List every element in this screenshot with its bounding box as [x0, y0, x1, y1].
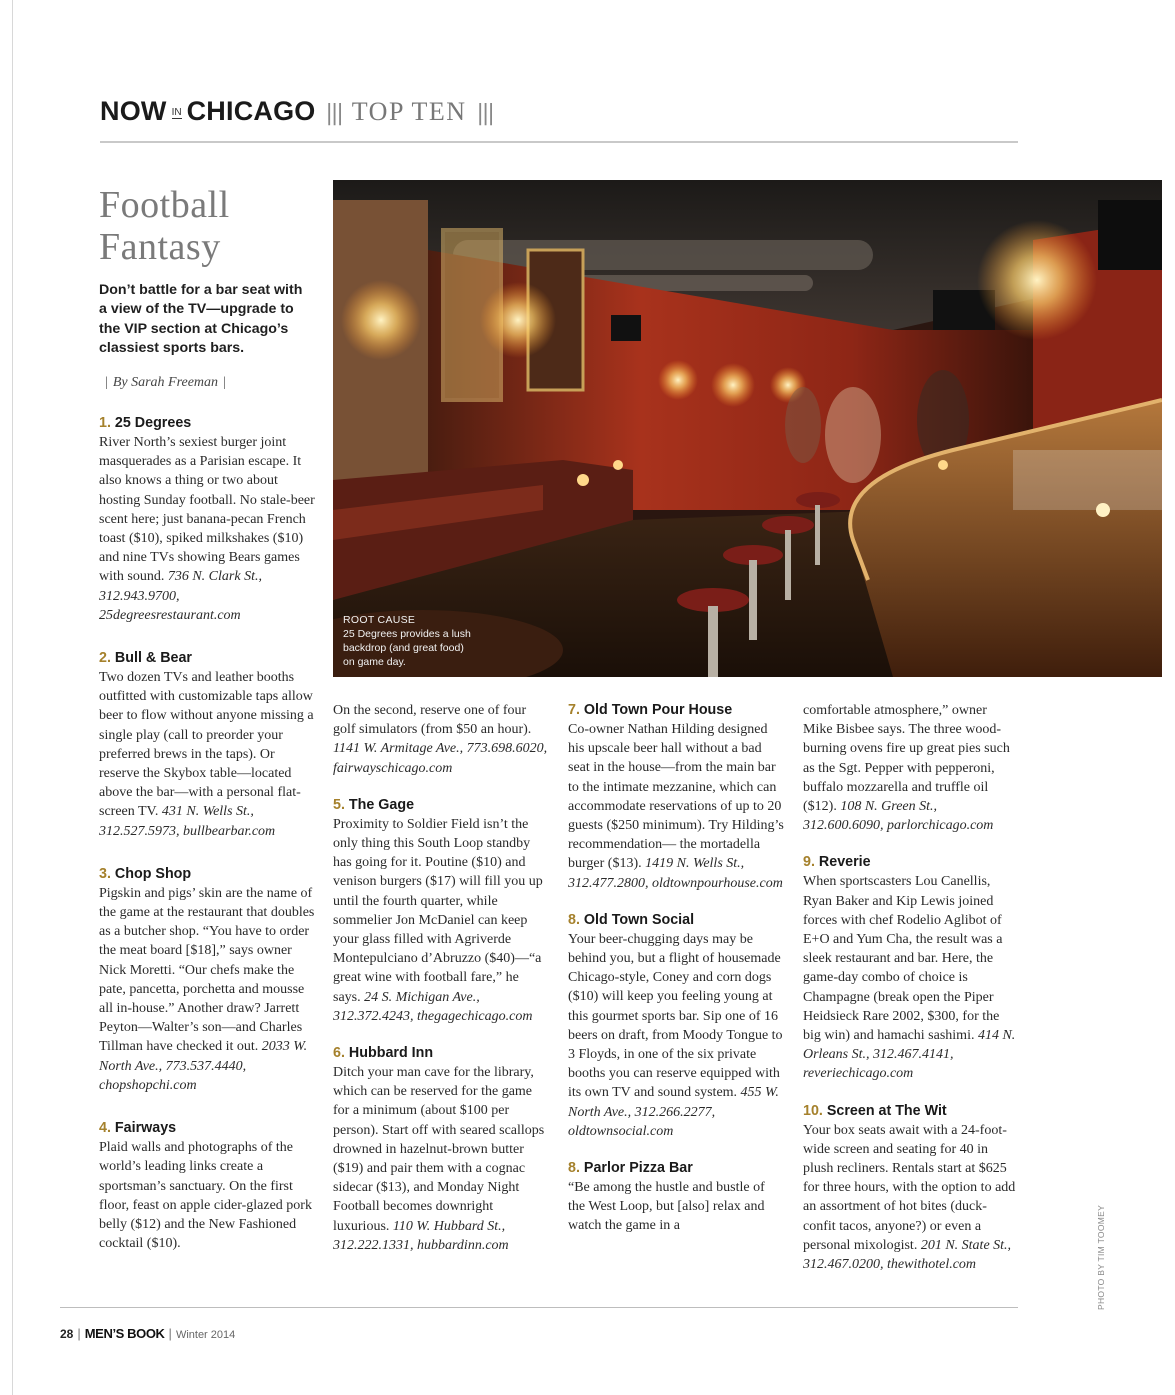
magazine-name: MEN’S BOOK: [84, 1326, 165, 1341]
entry-address: 110 W. Hubbard St., 312.222.1331, hubbardinn.com: [333, 1218, 509, 1253]
byline-pipe-left: |: [105, 375, 108, 390]
page-number: 28: [60, 1327, 74, 1341]
entry-fairways: [99, 1119, 315, 1253]
entry-fairways-continued: [333, 701, 549, 778]
photo-illustration: [333, 180, 1162, 677]
byline-author: By Sarah Freeman: [112, 375, 219, 390]
entry-number: 2.: [99, 650, 111, 667]
entry-heading: [568, 1159, 784, 1178]
entry-body: [568, 720, 784, 893]
entry-text: Ditch your man cave for the library, which can be reserved for the game for a minimum (about $100 per person). Start off with seared scallops drowned in hazelnut-brown butter ($19) and pair them with a cognac sidecar ($13), and Monday Night Football becomes downright luxurious.: [333, 1065, 545, 1234]
entry-address: 455 W. North Ave., 312.266.2277, oldtownsocial.com: [568, 1085, 779, 1139]
entry-number: 5.: [333, 796, 345, 813]
header-divider: |||: [325, 101, 342, 126]
entry-bull-bear: [99, 649, 315, 841]
column-1: [99, 414, 315, 1253]
entry-heading: [568, 911, 784, 930]
entry-25-degrees: [99, 414, 315, 625]
entry-address: 24 S. Michigan Ave., 312.372.4243, thegagechicago.com: [333, 989, 533, 1024]
header-rule: [100, 141, 1018, 143]
entry-heading: [99, 649, 315, 668]
caption-head: ROOT CAUSE: [343, 614, 416, 626]
issue-date: Winter 2014: [175, 1329, 236, 1341]
footer-separator-2: |: [168, 1326, 172, 1341]
entry-address: 2033 W. North Ave., 773.537.4440, chopshopchi.com: [99, 1039, 308, 1093]
entry-text: Two dozen TVs and leather booths outfitted with customizable taps allow beer to flow without anyone missing a single play (call to preorder your preferred brews in the taps). Or reserve the Skybox table—located above the bar—with a personal flat-screen TV.: [99, 670, 314, 820]
entry-address: 414 N. Orleans St., 312.467.4141, reveriechicago.com: [803, 1028, 1016, 1082]
article-title: Football Fantasy: [99, 184, 230, 268]
entry-heading: [333, 1044, 549, 1063]
entry-text: Co-owner Nathan Hilding designed his upscale beer hall without a bad seat in the house—from the main bar to the intimate mezzanine, which can accommodate reservations of up to 20 guests ($250 minimum). Try Hilding’s recommendation— the mortadella burger ($13).: [568, 722, 784, 872]
entry-reverie: [803, 853, 1019, 1083]
entry-address: 108 N. Green St., 312.600.6090, parlorchicago.com: [803, 799, 994, 834]
entry-number: 4.: [99, 1120, 111, 1137]
footer-rule: [60, 1307, 1018, 1308]
section-header: [100, 96, 503, 127]
caption-text: 25 Degrees provides a lush backdrop (and great food) on game day.: [343, 628, 471, 668]
section-in: IN: [171, 107, 182, 118]
entry-name: 25 Degrees: [114, 415, 192, 431]
entry-address: 736 N. Clark St., 312.943.9700, 25degreesrestaurant.com: [99, 569, 262, 623]
entry-name: Old Town Pour House: [583, 702, 733, 718]
entry-number: 10.: [803, 1102, 823, 1119]
entry-name: Screen at The Wit: [826, 1102, 947, 1119]
entry-address: 1419 N. Wells St., 312.477.2800, oldtownpourhouse.com: [568, 856, 783, 891]
column-2: [333, 701, 549, 1255]
entry-text: comfortable atmosphere,” owner Mike Bisbee says. The three wood-burning ovens fire up great pies such as the Sgt. Pepper with pepperoni, buffalo mozzarella and truffle oil ($12).: [803, 703, 1010, 815]
photo-credit: PHOTO BY TIM TOOMEY: [1096, 1204, 1106, 1310]
entry-address: 431 N. Wells St., 312.527.5973, bullbearbar.com: [99, 804, 276, 839]
entry-address: 201 N. State St., 312.467.0200, thewithotel.com: [803, 1237, 1012, 1273]
entry-old-town-pour-house: [568, 701, 784, 893]
entry-body: [99, 433, 315, 625]
entry-heading: [333, 796, 549, 815]
entry-name: Fairways: [114, 1120, 177, 1137]
entry-text: On the second, reserve one of four golf simulators (from $50 an hour).: [333, 703, 532, 738]
entry-screen-at-the-wit: [803, 1102, 1019, 1275]
article-deck: Don’t battle for a bar seat with a view of the TV—upgrade to the VIP section at Chicago’s classiest sports bars.: [99, 282, 303, 357]
entry-heading: [99, 865, 315, 884]
footer-separator: |: [77, 1326, 81, 1341]
entry-number: 8.: [568, 911, 580, 928]
entry-the-gage: [333, 796, 549, 1026]
section-now: NOW: [100, 96, 167, 126]
entry-body: [803, 872, 1019, 1083]
entry-hubbard-inn: [333, 1044, 549, 1255]
series-label: TOP TEN: [351, 97, 467, 126]
entry-body: [803, 1121, 1019, 1275]
entry-chop-shop: [99, 865, 315, 1095]
entry-body: [568, 930, 784, 1141]
entry-body: Plaid walls and photographs of the world’s leading links create a sportsman’s sanctuary. On the first floor, feast on apple cider-glazed pork belly ($12) and the New Fashioned cocktail ($10).: [99, 1140, 312, 1252]
entry-body: [333, 815, 549, 1026]
entry-number: 8.: [568, 1160, 580, 1177]
entry-name: Hubbard Inn: [348, 1045, 434, 1062]
entry-heading: [803, 853, 1019, 872]
byline: [100, 375, 231, 391]
column-3: [568, 701, 784, 1236]
entry-address: 1141 W. Armitage Ave., 773.698.6020, fairwayschicago.com: [333, 741, 548, 776]
entry-name: Bull & Bear: [114, 650, 192, 667]
entry-body: [99, 884, 315, 1095]
section-city: CHICAGO: [186, 96, 316, 126]
entry-body: “Be among the hustle and bustle of the West Loop, but [also] relax and watch the game in a: [568, 1180, 765, 1234]
entry-body: [333, 1063, 549, 1255]
entry-parlor-pizza-bar: [568, 1159, 784, 1236]
entry-body: [333, 701, 549, 778]
photo-caption: [343, 613, 473, 669]
entry-heading: [99, 1119, 315, 1138]
entry-heading: [99, 414, 315, 433]
entry-number: 9.: [803, 854, 815, 871]
entry-number: 6.: [333, 1045, 345, 1062]
entry-name: Chop Shop: [114, 865, 192, 882]
entry-name: Parlor Pizza Bar: [583, 1160, 693, 1177]
entry-text: River North’s sexiest burger joint masquerades as a Parisian escape. It also knows a thing or two about hosting Sunday football. No stale-beer scent here; just banana-pecan French toast ($10), spiked milkshakes ($10) and nine TVs showing Bears games with sound.: [99, 435, 315, 585]
entry-old-town-social: [568, 911, 784, 1141]
bar-interior-photo: [333, 180, 1162, 677]
entry-text: When sportscasters Lou Canellis, Ryan Baker and Kip Lewis joined forces with chef Rodelio Aglibot of E+O and Yum Cha, the result was a sleek restaurant and bar. Here, the game-day combo of choice is Champagne (break open the Piper Heidsieck Rare 2002, $300, for the big win) and hamachi sashimi.: [803, 874, 1003, 1044]
column-4: [803, 701, 1019, 1274]
entry-name: Old Town Social: [583, 911, 695, 928]
entry-name: Reverie: [818, 854, 871, 871]
entry-body: [803, 701, 1019, 835]
entry-parlor-pizza-continued: [803, 701, 1019, 835]
byline-pipe-right: |: [223, 375, 226, 390]
entry-number: 3.: [99, 865, 111, 882]
header-divider-end: |||: [476, 101, 493, 126]
entry-text: Proximity to Soldier Field isn’t the only thing this South Loop standby has going for it. Poutine ($10) and venison burgers ($17) will fill you up until the fourth quarter, while sommelier Jon McDaniel can keep your glass filled with Agriverde Montepulciano d’Abruzzo ($40)—“a great wine with football fare,” he says.: [333, 816, 543, 1005]
entry-text: Your box seats await with a 24-foot-wide screen and seating for 40 in plush recliners. Rentals start at $625 for three hours, with the option to add an assortment of hot bites (duck-confit tacos, anyone?) or even a personal mixologist.: [803, 1122, 1016, 1253]
page-footer: [60, 1326, 235, 1341]
entry-heading: [803, 1102, 1019, 1121]
entry-number: 1.: [99, 415, 111, 431]
entry-text: Your beer-chugging days may be behind you, but a flight of housemade Chicago-style, Coney and corn dogs ($10) will keep you feeling young at this gourmet sports bar. Sip one of 16 beers on draft, from Moody Tongue to 3 Floyds, in one of the six private booths you can reserve equipped with its own TV and sound system.: [568, 931, 783, 1101]
entry-body: [99, 668, 315, 841]
entry-text: Pigskin and pigs’ skin are the name of the game at the restaurant that doubles as a butcher shop. “You have to order the meat board [$18],” says owner Nick Moretti. “Our chefs make the pate, pancetta, porchetta and mousse all in-house.” Another draw? Jarrett Peyton—Walter’s son—and Charles Tillman have checked it out.: [99, 885, 315, 1055]
entry-heading: [568, 701, 784, 720]
entry-name: The Gage: [348, 796, 415, 813]
entry-number: 7.: [568, 702, 580, 718]
